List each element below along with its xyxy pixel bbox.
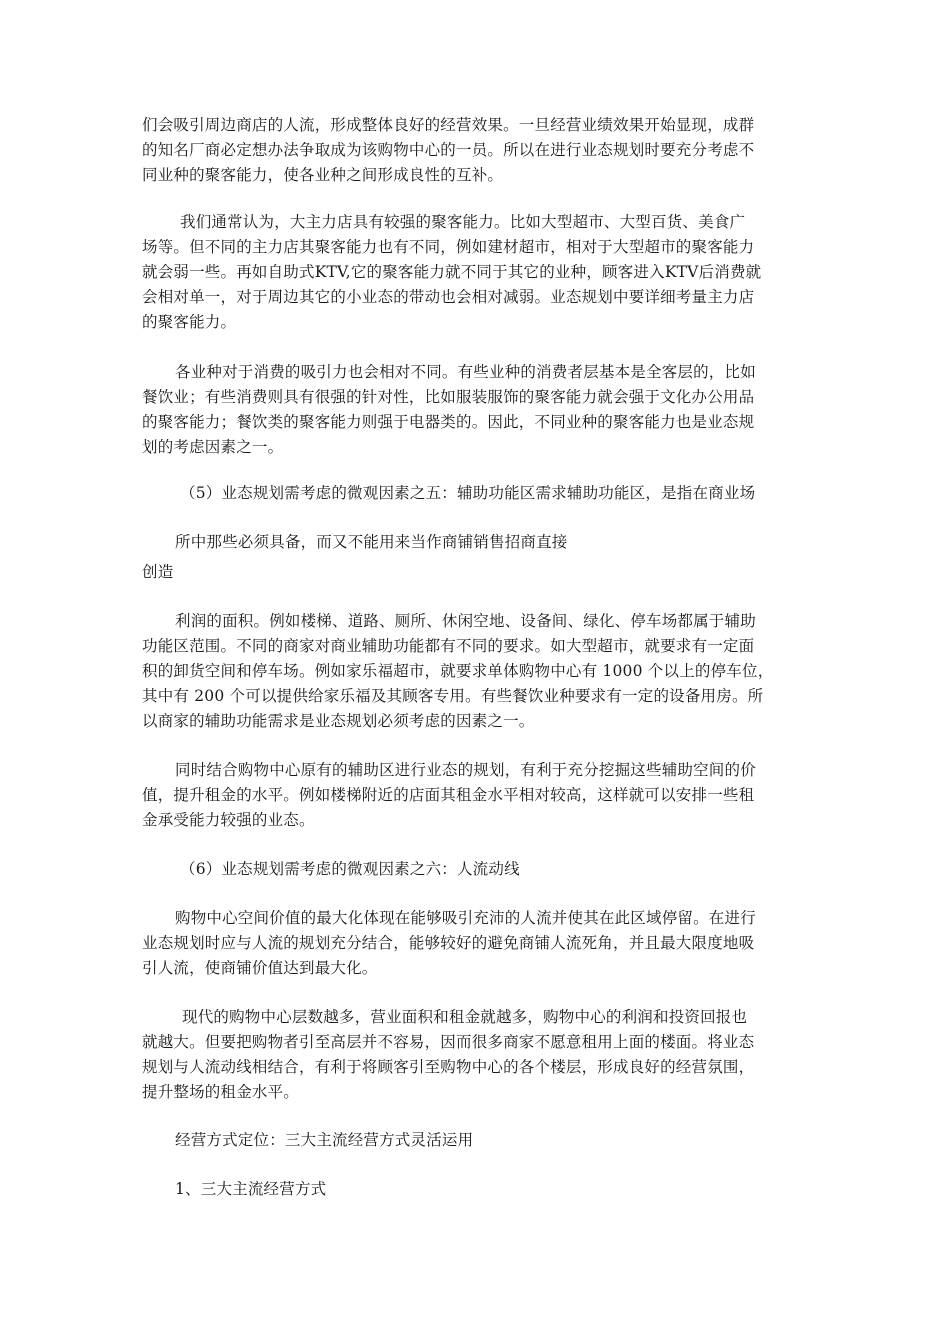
paragraph-line: 业态规划时应与人流的规划充分结合，能够较好的避免商铺人流死角，并且最大限度地吸 — [142, 934, 755, 952]
section-heading-6: （6）业态规划需考虑的微观因素之六：人流动线 — [180, 860, 520, 878]
section-heading-7: 经营方式定位：三大主流经营方式灵活运用 — [175, 1131, 474, 1149]
paragraph-line: 的知名厂商必定想办法争取成为该购物中心的一员。所以在进行业态规划时要充分考虑不 — [142, 141, 755, 159]
paragraph-line: 场等。但不同的主力店其聚客能力也有不同，例如建材超市，相对于大型超市的聚客能力 — [142, 238, 755, 256]
paragraph-line: 同时结合购物中心原有的辅助区进行业态的规划，有利于充分挖掘这些辅助空间的价 — [175, 761, 756, 779]
paragraph-line: 功能区范围。不同的商家对商业辅助功能都有不同的要求。如大型超市，就要求有一定面 — [142, 637, 755, 655]
paragraph-line: 其中有 200 个可以提供给家乐福及其顾客专用。有些餐饮业种要求有一定的设备用房。所 — [142, 687, 764, 705]
paragraph-line: 值，提升租金的水平。例如楼梯附近的店面其租金水平相对较高，这样就可以安排一些租 — [142, 786, 755, 804]
paragraph-line: 金承受能力较强的业态。 — [142, 811, 315, 829]
paragraph-line: 购物中心空间价值的最大化体现在能够吸引充沛的人流并使其在此区域停留。在进行 — [175, 909, 756, 927]
section-heading-8: 1、三大主流经营方式 — [175, 1180, 327, 1198]
paragraph-line: 我们通常认为，大主力店具有较强的聚客能力。比如大型超市、大型百货、美食广 — [180, 213, 746, 231]
paragraph-line: 餐饮业；有些消费则具有很强的针对性，比如服装服饰的聚客能力就会强于文化办公用品 — [142, 388, 755, 406]
paragraph-line: 引人流，使商铺价值达到最大化。 — [142, 959, 378, 977]
paragraph-line: 会相对单一，对于周边其它的小业态的带动也会相对减弱。业态规划中要详细考量主力店 — [142, 288, 755, 306]
paragraph-line: 利润的面积。例如楼梯、道路、厕所、休闲空地、设备间、绿化、停车场都属于辅助 — [175, 612, 756, 630]
paragraph-line: 的聚客能力；餐饮类的聚客能力则强于电器类的。因此，不同业种的聚客能力也是业态规 — [142, 413, 755, 431]
paragraph-line: 以商家的辅助功能需求是业态规划必须考虑的因素之一。 — [142, 712, 535, 730]
paragraph-line: 各业种对于消费的吸引力也会相对不同。有些业种的消费者层基本是全客层的，比如 — [175, 363, 756, 381]
paragraph-4-line-2: 创造 — [142, 563, 174, 581]
paragraph-line: 提升整场的租金水平。 — [142, 1083, 300, 1101]
paragraph-line: 就越大。但要把购物者引至高层并不容易，因而很多商家不愿意租用上面的楼面。将业态 — [142, 1033, 755, 1051]
paragraph-4-line-1: 所中那些必须具备，而又不能用来当作商铺销售招商直接 — [175, 533, 568, 551]
paragraph-line: 们会吸引周边商店的人流，形成整体良好的经营效果。一旦经营业绩效果开始显现，成群 — [142, 116, 755, 134]
paragraph-line: 划的考虑因素之一。 — [142, 438, 284, 456]
paragraph-line: 就会弱一些。再如自助式KTV,它的聚客能力就不同于其它的业种，顾客进入KTV后消费就 — [142, 263, 762, 281]
paragraph-line: 积的卸货空间和停车场。例如家乐福超市，就要求单体购物中心有 1000 个以上的停车位， — [142, 662, 774, 680]
paragraph-line: 现代的购物中心层数越多，营业面积和租金就越多，购物中心的利润和投资回报也 — [182, 1008, 748, 1026]
paragraph-line: 同业种的聚客能力，使各业种之间形成良性的互补。 — [142, 166, 504, 184]
paragraph-line: 规划与人流动线相结合，有利于将顾客引至购物中心的各个楼层，形成良好的经营氛围， — [142, 1058, 755, 1076]
paragraph-line: 的聚客能力。 — [142, 313, 237, 331]
section-heading-5: （5）业态规划需考虑的微观因素之五：辅助功能区需求辅助功能区，是指在商业场 — [180, 484, 756, 502]
